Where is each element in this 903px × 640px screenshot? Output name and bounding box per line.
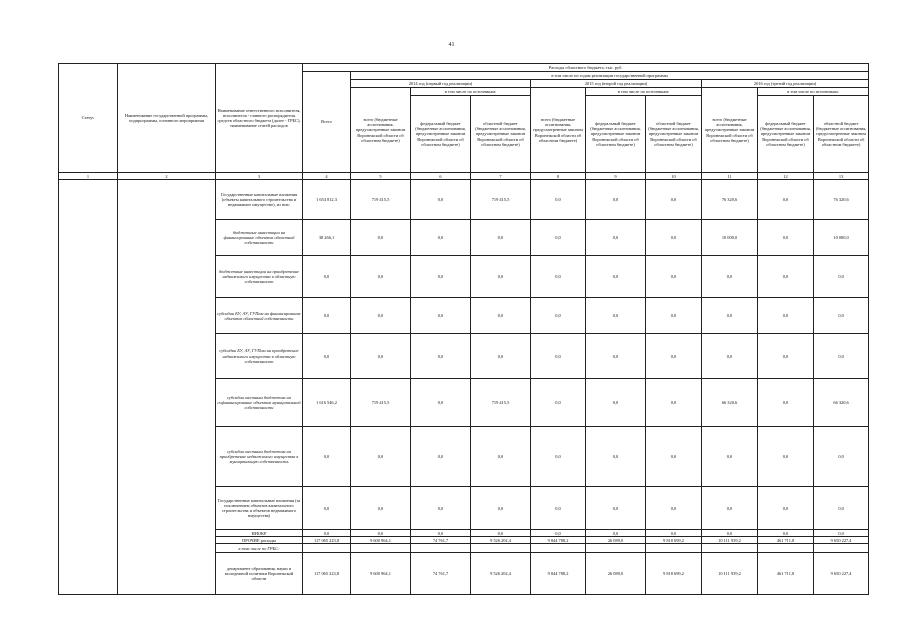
value-cell: 9 526 202,4 [471,553,531,595]
value-cell: 0,0 [303,334,351,379]
value-cell: 0,0 [531,220,586,256]
value-cell [531,544,586,553]
value-cell: 0,0 [303,487,351,530]
header-by-sources-2014: в том числе по источникам: [411,88,531,96]
value-cell: 0,0 [758,298,814,334]
value-cell: 0,0 [758,379,814,427]
value-cell [814,544,869,553]
value-cell: 66 320,6 [702,379,758,427]
header-src-all-2015: всего (бюджетные ассигнования, предусмотренные законом Воронежской области об областном бюджете) [531,88,586,173]
value-cell: 0,0 [646,487,702,530]
header-src-regional-2014: областной бюджет (бюджетные ассигнования, предусмотренные законом Воронежской области об областном бюджете) [471,96,531,173]
header-src-all-2014: всего (бюджетные ассигнования, предусмотренные законом Воронежской области об областном бюджете) [351,88,411,173]
value-cell: 0,0 [814,530,869,537]
program-name-cell [118,180,216,595]
value-cell: 0,0 [646,298,702,334]
value-cell: 0,0 [758,334,814,379]
column-number: 1 [59,173,118,180]
header-expenses: Расходы областного бюджета, тыс. руб. [303,64,869,72]
value-cell: 0,0 [351,334,411,379]
value-cell [411,544,471,553]
value-cell: 0,0 [531,298,586,334]
row-label: субсидии местным бюджетам на приобретение недвижимого имущества в муниципальную собственность [216,427,303,487]
value-cell: 0,0 [411,379,471,427]
row-label: субсидии БУ, АУ, ГУПам на финансирование объектов областной собственности [216,298,303,334]
status-cell [59,180,118,595]
value-cell: 0,0 [758,427,814,487]
value-cell: 38 266,1 [303,220,351,256]
column-number: 4 [303,173,351,180]
row-label: субсидии БУ, АУ, ГУПам на приобретение недвижимого имущества в областную собственность [216,334,303,379]
value-cell: 0,0 [814,256,869,298]
value-cell: 0,0 [814,334,869,379]
column-number: 6 [411,173,471,180]
value-cell: 0,0 [351,256,411,298]
row-label: бюджетные инвестиции на финансирование объектов областной собственности [216,220,303,256]
column-number: 13 [814,173,869,180]
value-cell: 0,0 [646,180,702,220]
header-year-2014: 2014 год (первый год реализации) [351,80,531,88]
value-cell: 0,0 [303,256,351,298]
value-cell: 0,0 [814,298,869,334]
value-cell: 0,0 [702,256,758,298]
value-cell [303,544,351,553]
value-cell: 117 065 223,8 [303,553,351,595]
value-cell: 0,0 [586,256,646,298]
value-cell: 9 818 699,2 [646,553,702,595]
value-cell: 117 065 223,8 [303,537,351,544]
column-number: 8 [531,173,586,180]
column-numbers-row [59,173,869,180]
value-cell: 9 650 227,4 [814,553,869,595]
value-cell: 9 818 699,2 [646,537,702,544]
header-by-sources-2016: в том числе по источникам: [758,88,869,96]
value-cell: 0,0 [351,298,411,334]
value-cell: 0,0 [586,298,646,334]
header-status: Статус [59,64,118,173]
header-executor: Наименование ответственного исполнителя, исполнителя - главного распорядителя средств областного бюджета (далее - ГРБС), наименование статей расходов [216,64,303,173]
header-row-expenses [59,64,869,72]
value-cell [702,544,758,553]
value-cell [586,544,646,553]
value-cell: 719 415,5 [471,379,531,427]
page-number: 41 [448,42,455,48]
value-cell: 0,0 [646,530,702,537]
value-cell: 26 089,0 [586,537,646,544]
column-number: 9 [586,173,646,180]
value-cell: 0,0 [411,530,471,537]
header-src-regional-2015: областной бюджет (бюджетные ассигнования, предусмотренные законом Воронежской области об областном бюджете) [646,96,702,173]
row-label: Государственные капитальные вложения (объекты капитального строительства и недвижимое имущество), из них: [216,180,303,220]
header-year-2015: 2015 год (второй год реализации) [531,80,702,88]
value-cell: 0,0 [411,427,471,487]
value-cell [758,544,814,553]
value-cell: 461 711,8 [758,537,814,544]
column-number: 7 [471,173,531,180]
value-cell: 76 320,6 [814,180,869,220]
value-cell: 9 526 202,4 [471,537,531,544]
value-cell: 0,0 [702,334,758,379]
value-cell: 0,0 [411,334,471,379]
header-src-regional-2016: областной бюджет (бюджетные ассигнования, предусмотренные законом Воронежской области об областном бюджете) [814,96,869,173]
header-program-name: Наименование государственной программы, подпрограммы, основного мероприятия [118,64,216,173]
value-cell: 1 654 812,3 [303,180,351,220]
value-cell: 0,0 [646,379,702,427]
value-cell: 0,0 [586,427,646,487]
value-cell: 0,0 [303,530,351,537]
value-cell: 0,0 [531,530,586,537]
value-cell: 0,0 [303,298,351,334]
header-src-federal-2016: федеральный бюджет (бюджетные ассигнования, предусмотренные законом Воронежской области об областном бюджете) [758,96,814,173]
value-cell: 0,0 [351,427,411,487]
value-cell: 9 844 788,2 [531,553,586,595]
value-cell: 0,0 [646,256,702,298]
value-cell: 10 111 939,2 [702,537,758,544]
value-cell: 0,0 [531,487,586,530]
value-cell: 0,0 [411,180,471,220]
value-cell: 0,0 [702,427,758,487]
value-cell: 0,0 [471,256,531,298]
value-cell: 0,0 [471,427,531,487]
row-label: НИОКР [216,530,303,537]
header-src-all-2016: всего (бюджетные ассигнования, предусмотренные законом Воронежской области об областном бюджете) [702,88,758,173]
value-cell: 0,0 [586,530,646,537]
value-cell: 719 415,5 [351,379,411,427]
value-cell: 0,0 [411,487,471,530]
header-year-2016: 2016 год (третий год реализации) [702,80,869,88]
value-cell: 9 600 964,1 [351,537,411,544]
header-by-years: в том числе по годам реализации государственной программы [351,72,869,80]
header-src-federal-2015: федеральный бюджет (бюджетные ассигнования, предусмотренные законом Воронежской области об областном бюджете) [586,96,646,173]
value-cell: 719 415,5 [471,180,531,220]
header-by-sources-2015: в том числе по источникам: [586,88,702,96]
value-cell: 0,0 [471,530,531,537]
column-number: 2 [118,173,216,180]
value-cell: 0,0 [411,256,471,298]
value-cell: 0,0 [758,220,814,256]
budget-table [58,63,869,595]
value-cell [471,544,531,553]
value-cell: 0,0 [646,334,702,379]
column-number: 12 [758,173,814,180]
row-label: Государственные капитальные вложения (за исключением объектов капитального строительства и объектов недвижимого имущества) [216,487,303,530]
value-cell: 0,0 [586,334,646,379]
value-cell: 1 616 546,2 [303,379,351,427]
row-label: департамент образования, науки и молодежной политики Воронежской области [216,553,303,595]
value-cell: 9 650 227,4 [814,537,869,544]
value-cell: 0,0 [351,487,411,530]
value-cell: 0,0 [814,427,869,487]
value-cell: 0,0 [758,256,814,298]
value-cell: 0,0 [303,427,351,487]
value-cell: 0,0 [646,220,702,256]
value-cell: 0,0 [702,530,758,537]
value-cell: 10 111 939,2 [702,553,758,595]
value-cell: 0,0 [586,220,646,256]
value-cell: 0,0 [531,427,586,487]
value-cell: 0,0 [531,180,586,220]
column-number: 5 [351,173,411,180]
value-cell: 0,0 [531,334,586,379]
value-cell: 0,0 [411,220,471,256]
table-body [59,180,869,595]
value-cell: 0,0 [351,220,411,256]
value-cell: 74 761,7 [411,553,471,595]
value-cell: 0,0 [586,487,646,530]
value-cell: 0,0 [758,487,814,530]
value-cell: 0,0 [586,180,646,220]
value-cell: 9 600 964,1 [351,553,411,595]
value-cell: 0,0 [702,487,758,530]
value-cell [351,544,411,553]
value-cell: 461 711,8 [758,553,814,595]
value-cell: 26 089,0 [586,553,646,595]
value-cell: 0,0 [471,487,531,530]
header-total: Всего [303,72,351,173]
column-number: 10 [646,173,702,180]
value-cell: 9 844 788,2 [531,537,586,544]
value-cell: 10 000,0 [702,220,758,256]
value-cell: 0,0 [646,427,702,487]
value-cell: 0,0 [471,298,531,334]
header-src-federal-2014: федеральный бюджет (бюджетные ассигнования, предусмотренные законом Воронежской области об областном бюджете) [411,96,471,173]
value-cell: 0,0 [758,180,814,220]
value-cell: 0,0 [702,298,758,334]
column-number: 3 [216,173,303,180]
row-label: в том числе по ГРБС: [216,544,303,553]
value-cell: 0,0 [586,379,646,427]
value-cell: 74 761,7 [411,537,471,544]
value-cell: 0,0 [531,256,586,298]
value-cell: 0,0 [758,530,814,537]
row-label: бюджетные инвестиции на приобретение недвижимого имущества в областную собственность [216,256,303,298]
value-cell: 10 000,0 [814,220,869,256]
value-cell: 66 320,6 [814,379,869,427]
value-cell: 0,0 [471,334,531,379]
value-cell: 0,0 [471,220,531,256]
value-cell [646,544,702,553]
value-cell: 76 320,6 [702,180,758,220]
value-cell: 0,0 [411,298,471,334]
value-cell: 719 415,5 [351,180,411,220]
row-label: ПРОЧИЕ расходы [216,537,303,544]
value-cell: 0,0 [351,530,411,537]
table-row [59,180,869,220]
column-number: 11 [702,173,758,180]
value-cell: 0,0 [531,379,586,427]
value-cell: 0,0 [814,487,869,530]
row-label: субсидии местным бюджетам на софинансирование объектов муниципальной собственности [216,379,303,427]
